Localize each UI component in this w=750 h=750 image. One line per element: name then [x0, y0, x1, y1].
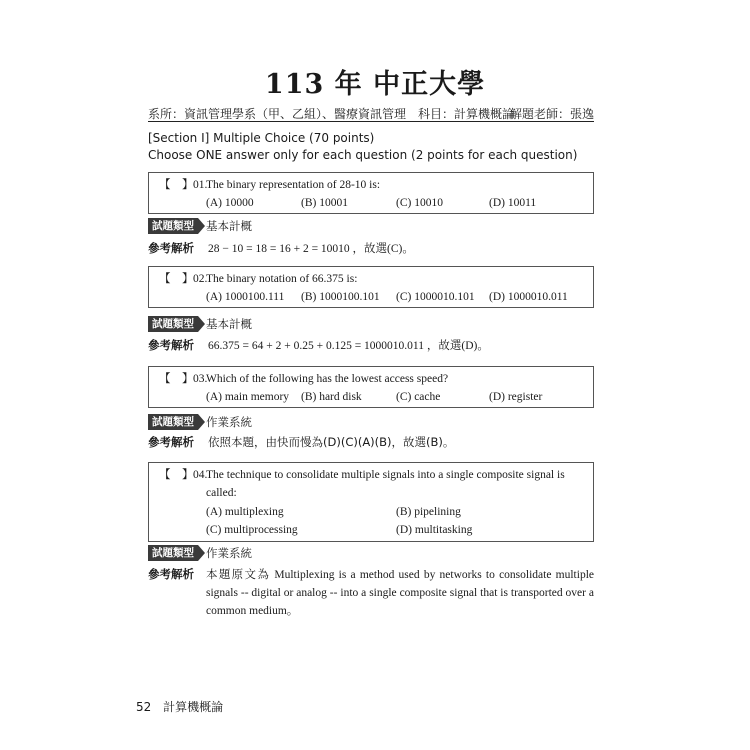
option-a: (A) 1000100.111 — [206, 291, 285, 303]
topic-tag: 試題類型 — [148, 545, 198, 561]
answer-label: 參考解析 — [148, 435, 194, 449]
answer-label: 參考解析 — [148, 241, 194, 255]
option-a: (A) multiplexing — [206, 506, 284, 518]
question-box-1 — [148, 172, 594, 214]
question-text: The binary notation of 66.375 is: — [206, 273, 358, 285]
section-instruction: Choose ONE answer only for each question (2 points for each question) — [148, 148, 578, 162]
answer-label: 參考解析 — [148, 338, 194, 352]
question-text-continued: called: — [206, 487, 237, 499]
option-b: (B) 1000100.101 — [301, 291, 380, 303]
option-c: (C) multiprocessing — [206, 524, 298, 536]
question-text: The binary representation of 28-10 is: — [206, 179, 381, 191]
exam-header — [148, 105, 594, 122]
topic-tag: 試題類型 — [148, 316, 198, 332]
answer-text: 28 − 10 = 18 = 16 + 2 = 10010 ，故選(C)。 — [208, 243, 414, 255]
question-box-4 — [148, 462, 594, 542]
topic-tag: 試題類型 — [148, 414, 198, 430]
arrow-icon — [198, 414, 205, 430]
topic-value: 基本計概 — [206, 219, 252, 233]
page-footer — [136, 698, 223, 715]
answer-bracket: 【 】 — [159, 469, 194, 481]
question-text: Which of the following has the lowest access speed? — [206, 373, 449, 385]
topic-tag: 試題類型 — [148, 218, 198, 234]
question-text: The technique to consolidate multiple signals into a single composite signal is — [206, 469, 565, 481]
option-c: (C) 1000010.101 — [396, 291, 475, 303]
option-b: (B) 10001 — [301, 197, 348, 209]
option-a: (A) 10000 — [206, 197, 254, 209]
option-d: (D) multitasking — [396, 524, 473, 536]
page-title: 113 年 中正大學 — [264, 69, 486, 100]
option-b: (B) pipelining — [396, 506, 461, 518]
question-number: 01. — [193, 179, 208, 191]
answer-text: 66.375 = 64 + 2 + 0.25 + 0.125 = 1000010.011 ，故選(D)。 — [208, 340, 489, 352]
answer-text: 本題原文為 Multiplexing is a method used by networks to consolidate multiple signals -- digital or analog -- into a single composite signal that is transported over a common medium。 — [206, 569, 594, 617]
page-number: 52 — [136, 700, 152, 714]
topic-value: 基本計概 — [206, 317, 252, 331]
answer-bracket: 【 】 — [159, 273, 194, 285]
department-subject: 系所：資訊管理學系（甲、乙組）、醫療資訊管理 科目：計算機概論 — [148, 107, 515, 121]
topic-value: 作業系統 — [206, 415, 252, 429]
question-number: 04. — [193, 469, 208, 481]
option-c: (C) 10010 — [396, 197, 443, 209]
book-title: 計算機概論 — [163, 700, 224, 714]
answer-bracket: 【 】 — [159, 373, 194, 385]
option-d: (D) 10011 — [489, 197, 537, 209]
option-c: (C) cache — [396, 391, 441, 403]
option-d: (D) 1000010.011 — [489, 291, 568, 303]
answer-bracket: 【 】 — [159, 179, 194, 191]
arrow-icon — [198, 545, 205, 561]
teacher-name: 解題老師：張逸 — [509, 107, 594, 121]
option-b: (B) hard disk — [301, 391, 362, 403]
answer-label: 參考解析 — [148, 567, 194, 581]
arrow-icon — [198, 316, 205, 332]
option-d: (D) register — [489, 391, 543, 403]
question-number: 02. — [193, 273, 208, 285]
answer-text: 依照本題，由快而慢為(D)(C)(A)(B)，故選(B)。 — [208, 435, 455, 449]
arrow-icon — [198, 218, 205, 234]
question-box-2 — [148, 266, 594, 308]
section-heading: [Section I] Multiple Choice (70 points) — [148, 131, 375, 145]
topic-value: 作業系統 — [206, 546, 252, 560]
question-box-3 — [148, 366, 594, 408]
question-number: 03. — [193, 373, 208, 385]
option-a: (A) main memory — [206, 391, 290, 403]
